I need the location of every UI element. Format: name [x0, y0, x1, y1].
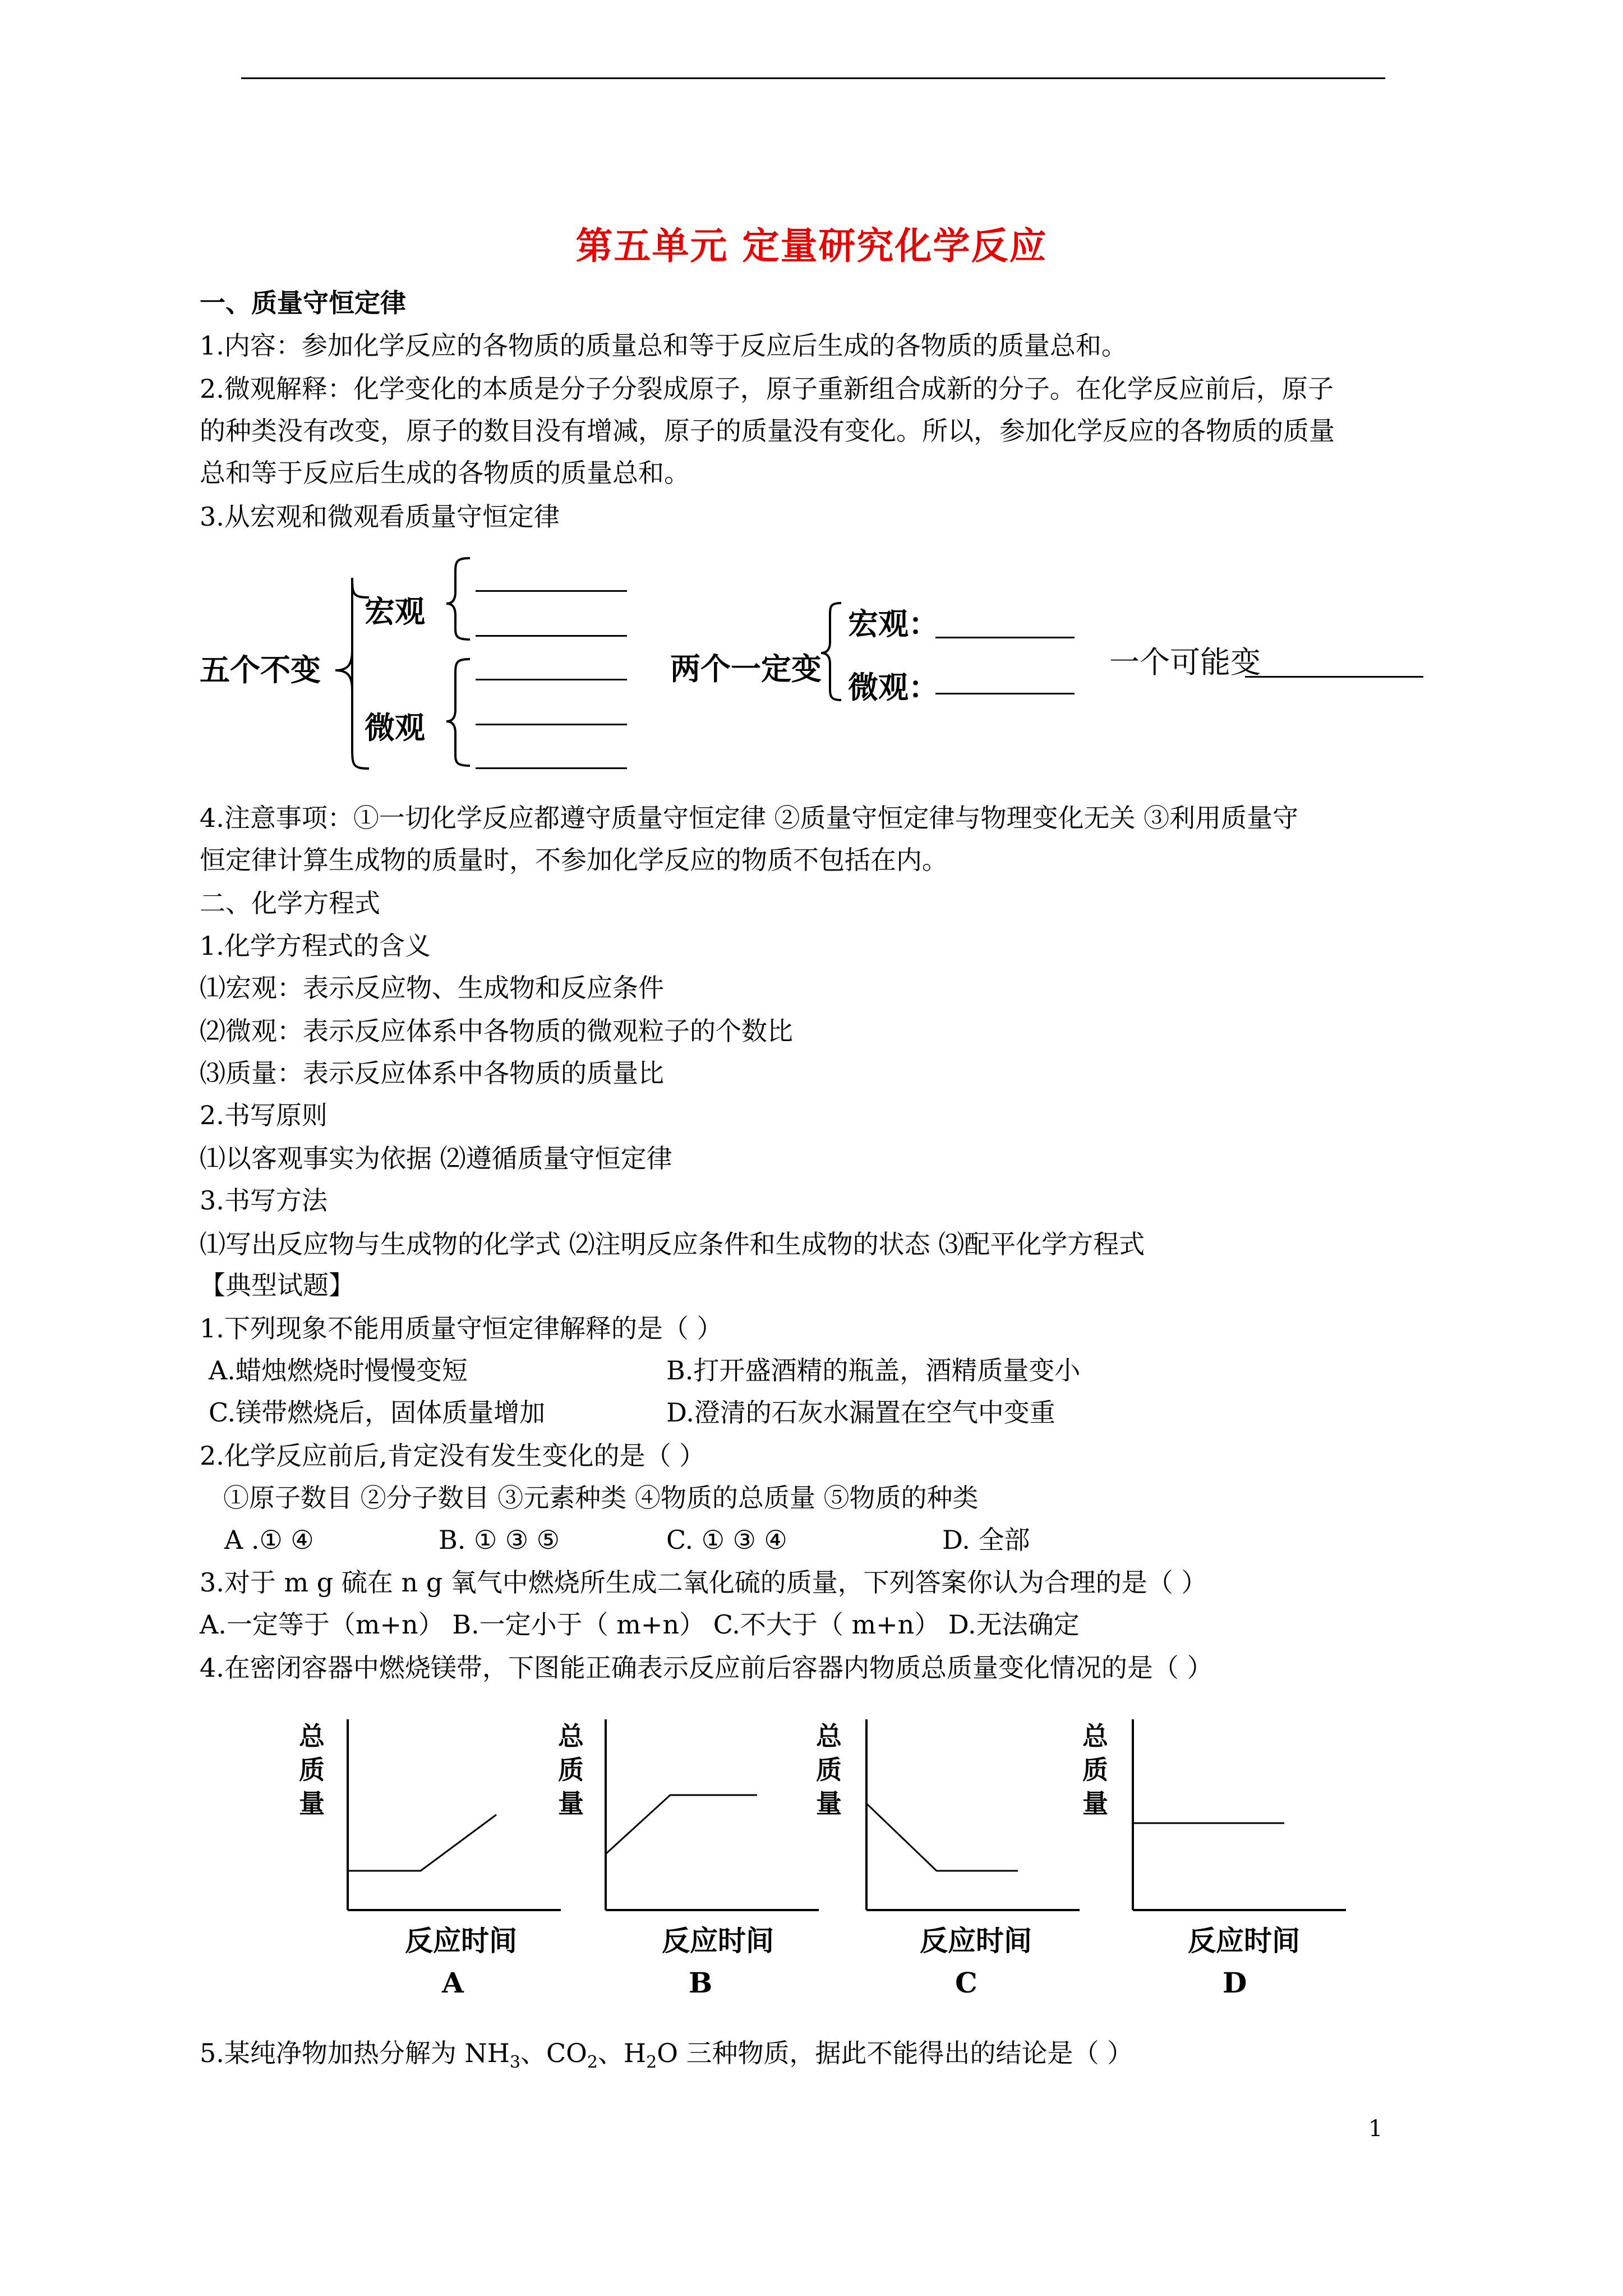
- question-5: 5.某纯净物加热分解为 $NH_3$、$CO_2$、$H_2O$ 三种物质，据此不能得出的结论是（ ）: [200, 2038, 1133, 2073]
- curve-a: [348, 1815, 496, 1871]
- blank-line: [476, 767, 627, 769]
- paragraph: 的种类没有改变，原子的数目没有增减，原子的质量没有变化。所以，参加化学反应的各物质的质量: [200, 416, 1335, 446]
- graph-letter-c: C: [955, 1966, 978, 1999]
- paragraph: 恒定律计算生成物的质量时，不参加化学反应的物质不包括在内。: [200, 845, 948, 875]
- y-axis-label: 总 质 量: [299, 1721, 325, 1819]
- q1-option-c: C.镁带燃烧后，固体质量增加: [209, 1397, 546, 1428]
- blank-line: [935, 693, 1075, 694]
- paragraph: 1.化学方程式的含义: [200, 931, 431, 961]
- paragraph: ⑴宏观：表示反应物、生成物和反应条件: [200, 973, 664, 1003]
- x-axis-label: 反应时间: [1188, 1925, 1300, 1957]
- paragraph: 2.微观解释：化学变化的本质是分子分裂成原子，原子重新组合成新的分子。在化学反应前后，原子: [200, 374, 1334, 404]
- question-4: 4.在密闭容器中燃烧镁带，下图能正确表示反应前后容器内物质总质量变化情况的是（ ）: [200, 1653, 1213, 1683]
- one-may-change-label: 一个可能变: [1109, 645, 1261, 680]
- macro-label: 宏观: [365, 594, 425, 629]
- page-number: 1: [1368, 2116, 1383, 2142]
- typical-questions-heading: 【典型试题】: [200, 1270, 354, 1300]
- graph-letter-a: A: [442, 1966, 464, 1999]
- page-title: 第五单元 定量研究化学反应: [575, 224, 1048, 268]
- paragraph: ⑴写出反应物与生成物的化学式 ⑵注明反应条件和生成物的状态 ⑶配平化学方程式: [200, 1229, 1145, 1259]
- graph-d-plot: [1122, 1719, 1357, 1932]
- paragraph: 2.书写原则: [200, 1100, 328, 1130]
- q1-option-a: A.蜡烛燃烧时慢慢变短: [209, 1355, 468, 1386]
- blank-line: [1245, 676, 1423, 678]
- section-1-heading: 一、质量守恒定律: [200, 288, 406, 318]
- blank-line: [476, 724, 627, 725]
- y-axis-label: 总 质 量: [558, 1721, 584, 1819]
- q1-option-b: B.打开盛酒精的瓶盖，酒精质量变小: [666, 1355, 1081, 1386]
- brace-macro: [446, 558, 470, 639]
- x-axis-label: 反应时间: [405, 1925, 517, 1957]
- question-3: 3.对于 m g 硫在 n g 氧气中燃烧所生成二氧化硫的质量，下列答案你认为合理的是（ ）: [200, 1567, 1207, 1598]
- q2-items: ①原子数目 ②分子数目 ③元素种类 ④物质的总质量 ⑤物质的种类: [223, 1483, 979, 1513]
- x-axis-label: 反应时间: [920, 1925, 1032, 1957]
- y-axis-label: 总 质 量: [816, 1721, 842, 1819]
- micro-colon-label: 微观：: [848, 670, 939, 705]
- paragraph: 3.从宏观和微观看质量守恒定律: [200, 501, 560, 532]
- curve-c: [866, 1803, 1018, 1871]
- q1-option-d: D.澄清的石灰水漏置在空气中变重: [666, 1397, 1055, 1428]
- paragraph: ⑶质量：表示反应体系中各物质的质量比: [200, 1058, 664, 1088]
- graph-letter-d: D: [1223, 1966, 1247, 1999]
- five-unchanged-label: 五个不变: [200, 652, 321, 688]
- graph-c-plot: [855, 1719, 1091, 1932]
- paragraph: 4.注意事项：①一切化学反应都遵守质量守恒定律 ②质量守恒定律与物理变化无关 ③利用质量守: [200, 803, 1299, 833]
- graph-letter-b: B: [689, 1966, 713, 1999]
- paragraph: ⑵微观：表示反应体系中各物质的微观粒子的个数比: [200, 1016, 793, 1046]
- paragraph: 1.内容：参加化学反应的各物质的质量总和等于反应后生成的各物质的质量总和。: [200, 330, 1127, 361]
- macro-colon-label: 宏观：: [848, 606, 939, 642]
- graph-a-plot: [336, 1719, 572, 1932]
- two-changed-label: 两个一定变: [670, 651, 822, 687]
- y-axis-label: 总 质 量: [1082, 1721, 1108, 1819]
- micro-label: 微观: [365, 710, 425, 746]
- q2-option-a: A .① ④: [224, 1525, 314, 1555]
- q2-option-d: D. 全部: [942, 1525, 1030, 1555]
- q2-option-c: C. ① ③ ④: [666, 1525, 787, 1555]
- blank-line: [935, 637, 1075, 638]
- brace-micro: [446, 659, 470, 766]
- section-2-heading: 二、化学方程式: [200, 888, 380, 918]
- blank-line: [476, 635, 627, 637]
- blank-line: [476, 679, 627, 680]
- x-axis-label: 反应时间: [662, 1925, 774, 1957]
- paragraph: 3.书写方法: [200, 1185, 328, 1216]
- question-2: 2.化学反应前后,肯定没有发生变化的是（ ）: [200, 1441, 706, 1471]
- brace-two: [821, 603, 841, 700]
- brace-five: [335, 578, 369, 769]
- q2-option-b: B. ① ③ ⑤: [439, 1525, 560, 1555]
- blank-line: [476, 590, 627, 592]
- q3-options: A.一定等于（m+n） B.一定小于（ m+n） C.不大于（ m+n） D.无法确定: [200, 1609, 1080, 1640]
- paragraph: 总和等于反应后生成的各物质的质量总和。: [200, 458, 690, 488]
- paragraph: ⑴以客观事实为依据 ⑵遵循质量守恒定律: [200, 1143, 672, 1174]
- question-1: 1.下列现象不能用质量守恒定律解释的是（ ）: [200, 1313, 723, 1343]
- graph-b-plot: [594, 1719, 830, 1932]
- curve-b: [606, 1795, 757, 1854]
